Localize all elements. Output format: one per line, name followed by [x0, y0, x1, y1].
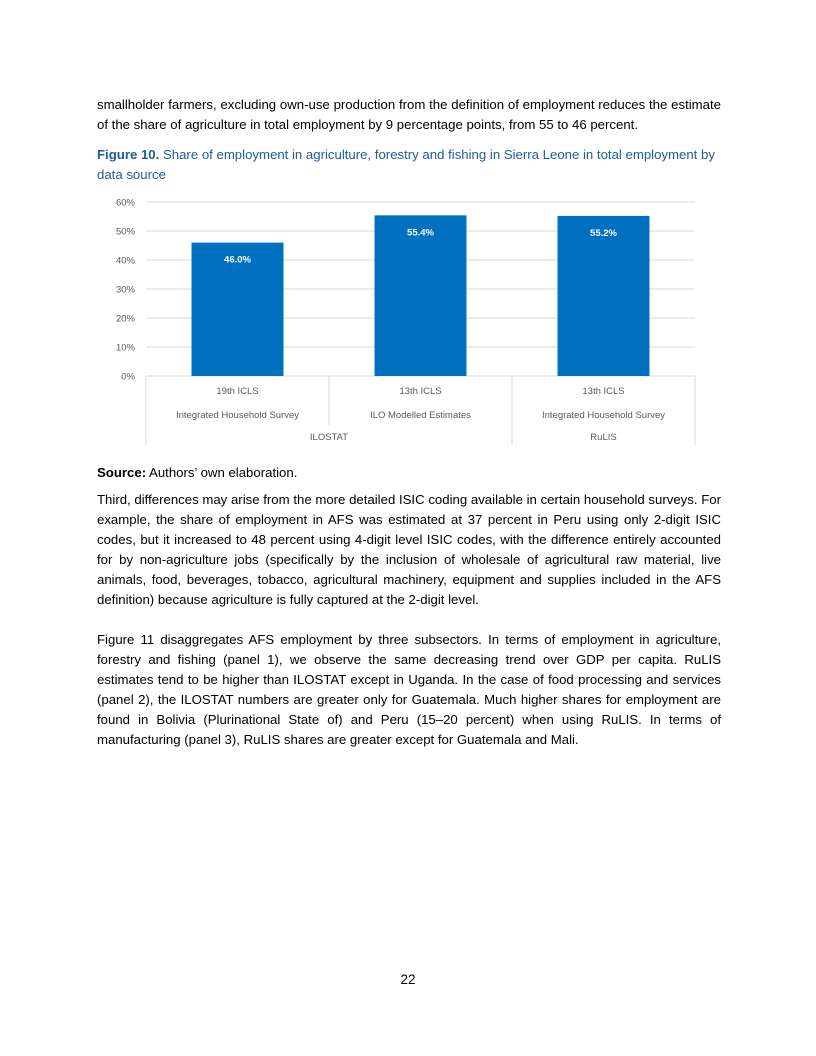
category-label-line1: 19th ICLS — [216, 386, 259, 397]
y-tick-label: 40% — [115, 255, 135, 267]
y-tick-label: 60% — [115, 197, 135, 209]
y-tick-label: 50% — [115, 226, 135, 238]
category-label-line2: Integrated Household Survey — [541, 410, 666, 421]
body-paragraph-1: Third, differences may arise from the more detailed ISIC coding available in certain household surveys. For example, the share of employment in AFS was estimated at 37 percent in Peru using only 2-digit ISIC codes, but it increased to 48 percent using 4-digit level ISIC codes, with the difference entirely accounted for by non-agriculture jobs (specifically by the inclusion of wholesale of agricultural raw material, live animals, food, beverages, tobacco, agricultural machinery, equipment and supplies included in the AFS definition) because agriculture is fully captured at the 2-digit level. — [97, 492, 721, 607]
group-label: RuLIS — [590, 432, 617, 443]
data-label: 55.2% — [590, 227, 617, 239]
source-label: Source: — [97, 465, 147, 480]
body-paragraph-2: Figure 11 disaggregates AFS employment by three subsectors. In terms of employment in agriculture, forestry and fishing (panel 1), we observe the same decreasing trend over GDP per capita. RuLIS estimates tend to be higher than ILOSTAT except in Uganda. In the case of food processing and services (panel 2), the ILOSTAT numbers are greater only for Guatemala. Much higher shares for employment are found in Bolivia (Plurinational State of) and Peru (15–20 percent) when using RuLIS. In terms of manufacturing (panel 3), RuLIS shares are greater except for Guatemala and Mali. — [97, 632, 721, 747]
data-label: 55.4% — [407, 227, 434, 239]
category-label-line1: 13th ICLS — [582, 386, 625, 397]
source-note — [97, 463, 297, 483]
y-tick-label: 20% — [115, 313, 135, 325]
figure-label: Figure 10. — [97, 147, 160, 162]
bar — [558, 216, 650, 376]
bar — [375, 215, 467, 376]
group-label: ILOSTAT — [309, 432, 349, 443]
y-tick-label: 0% — [121, 371, 135, 383]
bar-chart — [0, 0, 816, 460]
page-number: 22 — [400, 972, 416, 987]
y-tick-label: 10% — [115, 342, 135, 354]
category-label-line2: ILO Modelled Estimates — [370, 410, 471, 421]
intro-paragraph: smallholder farmers, excluding own-use production from the definition of employment reduces the estimate of the share of agriculture in total employment by 9 percentage points, from 55 to 46 percent. — [97, 97, 721, 132]
source-text: Authors’ own elaboration. — [146, 465, 298, 480]
y-tick-label: 30% — [115, 284, 135, 296]
category-label-line2: Integrated Household Survey — [175, 410, 300, 421]
category-label-line1: 13th ICLS — [399, 386, 442, 397]
figure-title: Share of employment in agriculture, forestry and fishing in Sierra Leone in total employment by data source — [97, 147, 715, 182]
data-label: 46.0% — [224, 254, 251, 266]
